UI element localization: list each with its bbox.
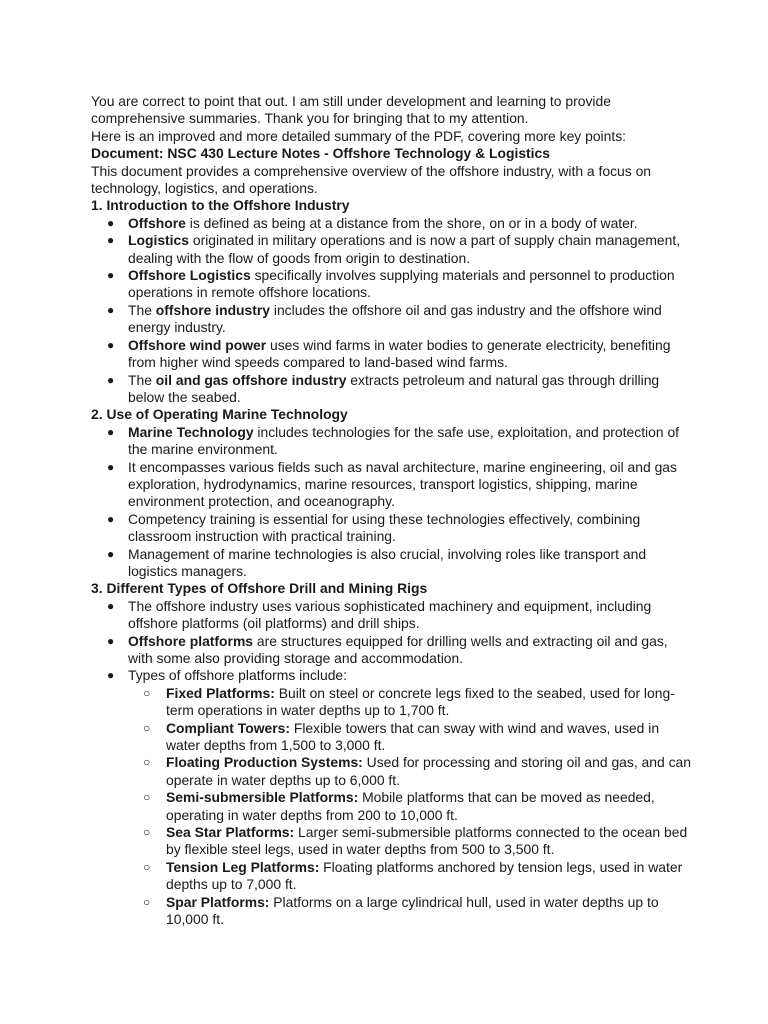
item-text: is defined as being at a distance from the shore, on or in a body of water. bbox=[185, 214, 638, 231]
item-text: Competency training is essential for using these technologies effectively, combining classroom instruction with practical training. bbox=[128, 510, 641, 545]
list-item bbox=[91, 337, 691, 372]
item-term: Semi-submersible Platforms: bbox=[166, 789, 359, 806]
platform-types-list bbox=[128, 685, 691, 929]
list-item bbox=[91, 546, 691, 581]
circle-bullet-icon: ○ bbox=[143, 685, 151, 700]
item-term: Tension Leg Platforms: bbox=[166, 858, 320, 875]
item-term: Logistics bbox=[128, 232, 189, 249]
list-item bbox=[91, 667, 691, 928]
sub-list-item bbox=[128, 859, 691, 894]
item-text: includes technologies for the safe use, exploitation, and protection of the marine environment. bbox=[128, 423, 680, 458]
circle-bullet-icon: ○ bbox=[143, 859, 151, 874]
item-term: Offshore wind power bbox=[128, 336, 267, 353]
item-term: Compliant Towers: bbox=[166, 719, 290, 736]
bullet-icon: ● bbox=[107, 424, 115, 439]
bullet-icon: ● bbox=[107, 668, 115, 683]
item-text: Mobile platforms that can be moved as needed, operating in water depths from 200 to 10,000 ft. bbox=[166, 789, 655, 823]
bullet-icon: ● bbox=[107, 268, 115, 283]
item-text: It encompasses various fields such as naval architecture, marine engineering, oil and gas exploration, hydrodynamics, marine resources, transport logistics, shipping, marine environment protection, and oceanography. bbox=[128, 458, 677, 510]
bullet-icon: ● bbox=[107, 546, 115, 561]
item-text: Flexible towers that can sway with wind and waves, used in water depths from 1,500 to 3,000 ft. bbox=[166, 719, 660, 754]
item-text: Platforms on a large cylindrical hull, used in water depths up to 10,000 ft. bbox=[166, 893, 659, 928]
item-text: Larger semi-submersible platforms connected to the ocean bed by flexible steel legs, used in water depths from 500 to 3,500 ft. bbox=[166, 824, 688, 858]
item-term: Offshore platforms bbox=[128, 632, 254, 649]
bullet-icon: ● bbox=[107, 233, 115, 248]
circle-bullet-icon: ○ bbox=[143, 755, 151, 770]
item-term: Floating Production Systems: bbox=[166, 754, 363, 771]
list-item bbox=[91, 424, 691, 459]
list-item bbox=[91, 459, 691, 511]
item-text: extracts petroleum and natural gas through drilling below the seabed. bbox=[128, 371, 660, 405]
sub-list-item bbox=[128, 754, 691, 789]
item-text: Types of offshore platforms include: bbox=[128, 667, 348, 684]
list-item bbox=[91, 372, 691, 407]
item-term: Marine Technology bbox=[128, 423, 254, 440]
sub-list-item bbox=[128, 824, 691, 859]
item-term: Offshore Logistics bbox=[128, 267, 251, 284]
bullet-icon: ● bbox=[107, 372, 115, 387]
item-text: specifically involves supplying materials and personnel to production operations in remote offshore locations. bbox=[128, 267, 675, 301]
section-heading: 2. Use of Operating Marine Technology bbox=[91, 406, 348, 423]
list-item bbox=[91, 215, 691, 232]
bullet-icon: ● bbox=[107, 598, 115, 613]
section-3-list bbox=[91, 598, 691, 929]
item-text: Built on steel or concrete legs fixed to the seabed, used for long-term operations in water depths up to 1,700 ft. bbox=[166, 684, 675, 719]
list-item bbox=[91, 511, 691, 546]
list-item bbox=[91, 633, 691, 668]
item-text: The bbox=[128, 301, 156, 318]
item-text: uses wind farms in water bodies to generate electricity, benefiting from higher wind speeds compared to land-based wind farms. bbox=[128, 336, 671, 371]
sub-list-item bbox=[128, 685, 691, 720]
circle-bullet-icon: ○ bbox=[143, 825, 151, 840]
item-text: Management of marine technologies is also crucial, involving roles like transport and logistics managers. bbox=[128, 545, 647, 579]
item-text: originated in military operations and is now a part of supply chain management, dealing with the flow of goods from origin to destination. bbox=[128, 232, 681, 266]
item-text: includes the offshore oil and gas industry and the offshore wind energy industry. bbox=[128, 301, 662, 336]
bullet-icon: ● bbox=[107, 302, 115, 317]
sub-list-item bbox=[128, 894, 691, 929]
circle-bullet-icon: ○ bbox=[143, 894, 151, 909]
bullet-icon: ● bbox=[107, 337, 115, 352]
bullet-icon: ● bbox=[107, 459, 115, 474]
document-page bbox=[91, 93, 691, 929]
document-title: Document: NSC 430 Lecture Notes - Offshore Technology & Logistics bbox=[91, 145, 550, 162]
list-item bbox=[91, 598, 691, 633]
item-text: The offshore industry uses various sophisticated machinery and equipment, including offshore platforms (oil platforms) and drill ships. bbox=[128, 597, 652, 632]
item-term: Sea Star Platforms: bbox=[166, 824, 295, 841]
intro-paragraph: Here is an improved and more detailed summary of the PDF, covering more key points: bbox=[91, 127, 627, 144]
section-heading: 3. Different Types of Offshore Drill and Mining Rigs bbox=[91, 580, 428, 597]
list-item bbox=[91, 267, 691, 302]
section-2-list bbox=[91, 424, 691, 581]
overview-paragraph: This document provides a comprehensive overview of the offshore industry, with a focus on technology, logistics, and operations. bbox=[91, 162, 652, 197]
item-term: Spar Platforms: bbox=[166, 893, 270, 910]
sub-list-item bbox=[128, 720, 691, 755]
list-item bbox=[91, 302, 691, 337]
bullet-icon: ● bbox=[107, 633, 115, 648]
intro-paragraph: You are correct to point that out. I am still under development and learning to provide comprehensive summaries. Thank you for bringing that to my attention. bbox=[91, 93, 611, 127]
item-term: Fixed Platforms: bbox=[166, 684, 275, 701]
list-item bbox=[91, 232, 691, 267]
bullet-icon: ● bbox=[107, 215, 115, 230]
item-text: The bbox=[128, 371, 156, 388]
item-text: Floating platforms anchored by tension legs, used in water depths up to 7,000 ft. bbox=[166, 858, 683, 893]
circle-bullet-icon: ○ bbox=[143, 790, 151, 805]
item-term: Offshore bbox=[128, 214, 186, 231]
section-1-list bbox=[91, 215, 691, 406]
bullet-icon: ● bbox=[107, 511, 115, 526]
item-term: oil and gas offshore industry bbox=[155, 371, 347, 388]
item-term: offshore industry bbox=[155, 301, 271, 318]
item-text: are structures equipped for drilling wells and extracting oil and gas, with some also providing storage and accommodation. bbox=[128, 632, 668, 666]
sub-list-item bbox=[128, 789, 691, 824]
circle-bullet-icon: ○ bbox=[143, 720, 151, 735]
section-heading: 1. Introduction to the Offshore Industry bbox=[91, 197, 350, 214]
item-text: Used for processing and storing oil and gas, and can operate in water depths up to 6,000 ft. bbox=[166, 754, 691, 788]
